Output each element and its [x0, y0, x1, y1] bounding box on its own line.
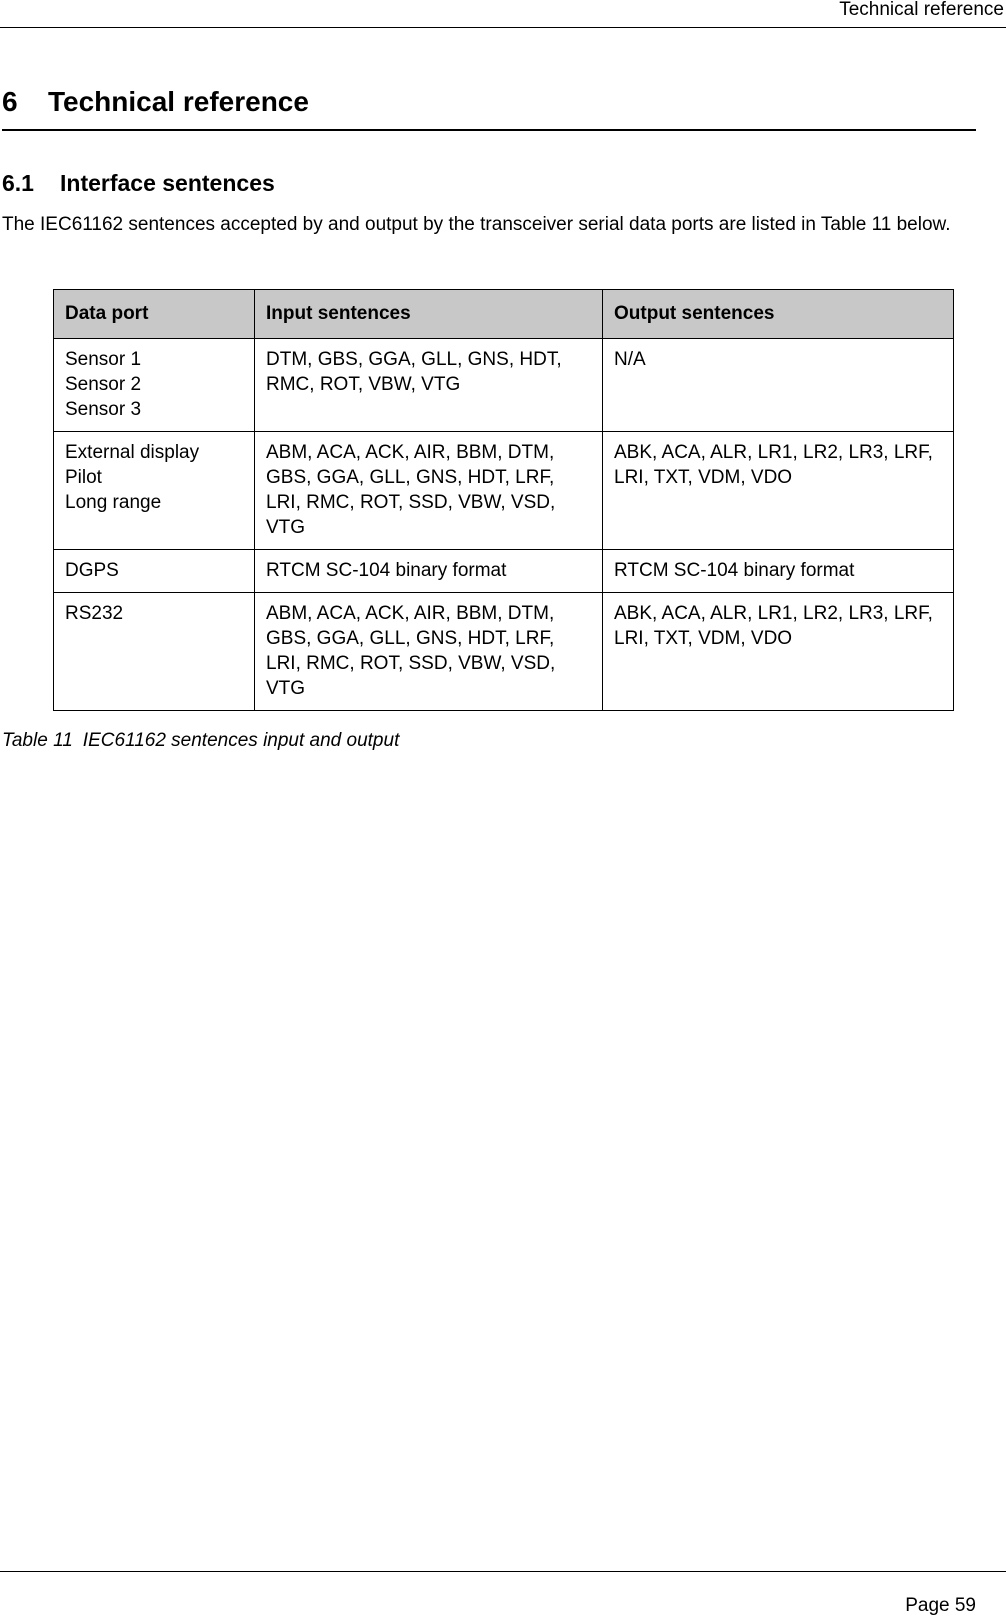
column-header-input-sentences: Input sentences: [255, 290, 603, 339]
column-header-data-port: Data port: [54, 290, 255, 339]
intro-paragraph: The IEC61162 sentences accepted by and output by the transceiver serial data ports are listed in Table 11 below.: [2, 214, 951, 235]
input-sentences-cell: DTM, GBS, GGA, GLL, GNS, HDT, RMC, ROT, VBW, VTG: [255, 339, 603, 432]
data-port-name: Sensor 3: [65, 399, 142, 420]
data-port-name: RS232: [65, 603, 124, 624]
chapter-title: Technical reference: [48, 86, 309, 117]
data-port-cell: [54, 550, 255, 593]
data-port-name: Sensor 2: [65, 374, 142, 395]
input-sentences-cell: ABM, ACA, ACK, AIR, BBM, DTM, GBS, GGA, GLL, GNS, HDT, LRF, LRI, RMC, ROT, SSD, VBW, VSD, VTG: [255, 593, 603, 711]
input-sentences-cell: RTCM SC-104 binary format: [255, 550, 603, 593]
chapter-divider: [2, 129, 976, 131]
section-heading: [2, 168, 976, 198]
chapter-heading: [2, 84, 976, 120]
table-row: [54, 432, 954, 550]
column-header-output-sentences: Output sentences: [603, 290, 954, 339]
output-sentences-cell: RTCM SC-104 binary format: [603, 550, 954, 593]
data-port-name: Pilot: [65, 467, 102, 488]
table-header-row: [54, 290, 954, 339]
data-port-name: Sensor 1: [65, 349, 142, 370]
table-caption-label: Table 11: [2, 730, 73, 751]
data-port-name: DGPS: [65, 560, 119, 581]
chapter-number: 6: [2, 86, 18, 117]
footer-divider: [0, 1571, 1006, 1572]
data-port-cell: [54, 339, 255, 432]
data-port-name: Long range: [65, 492, 162, 513]
table-row: [54, 550, 954, 593]
header-divider: [0, 27, 1006, 28]
data-port-cell: [54, 593, 255, 711]
table-caption: [2, 729, 399, 753]
table-row: [54, 593, 954, 711]
output-sentences-cell: ABK, ACA, ALR, LR1, LR2, LR3, LRF, LRI, TXT, VDM, VDO: [603, 593, 954, 711]
running-header-title: Technical reference: [839, 0, 1004, 20]
data-port-name: External display: [65, 442, 200, 463]
section-number: 6.1: [2, 170, 34, 196]
input-sentences-cell: ABM, ACA, ACK, AIR, BBM, DTM, GBS, GGA, GLL, GNS, HDT, LRF, LRI, RMC, ROT, SSD, VBW, VSD, VTG: [255, 432, 603, 550]
table-row: [54, 339, 954, 432]
section-title: Interface sentences: [60, 170, 275, 196]
table-caption-text: IEC61162 sentences input and output: [82, 730, 400, 751]
data-port-cell: [54, 432, 255, 550]
interface-sentences-table: [53, 289, 954, 711]
page-number: Page 59: [905, 1595, 976, 1616]
output-sentences-cell: N/A: [603, 339, 954, 432]
output-sentences-cell: ABK, ACA, ALR, LR1, LR2, LR3, LRF, LRI, TXT, VDM, VDO: [603, 432, 954, 550]
